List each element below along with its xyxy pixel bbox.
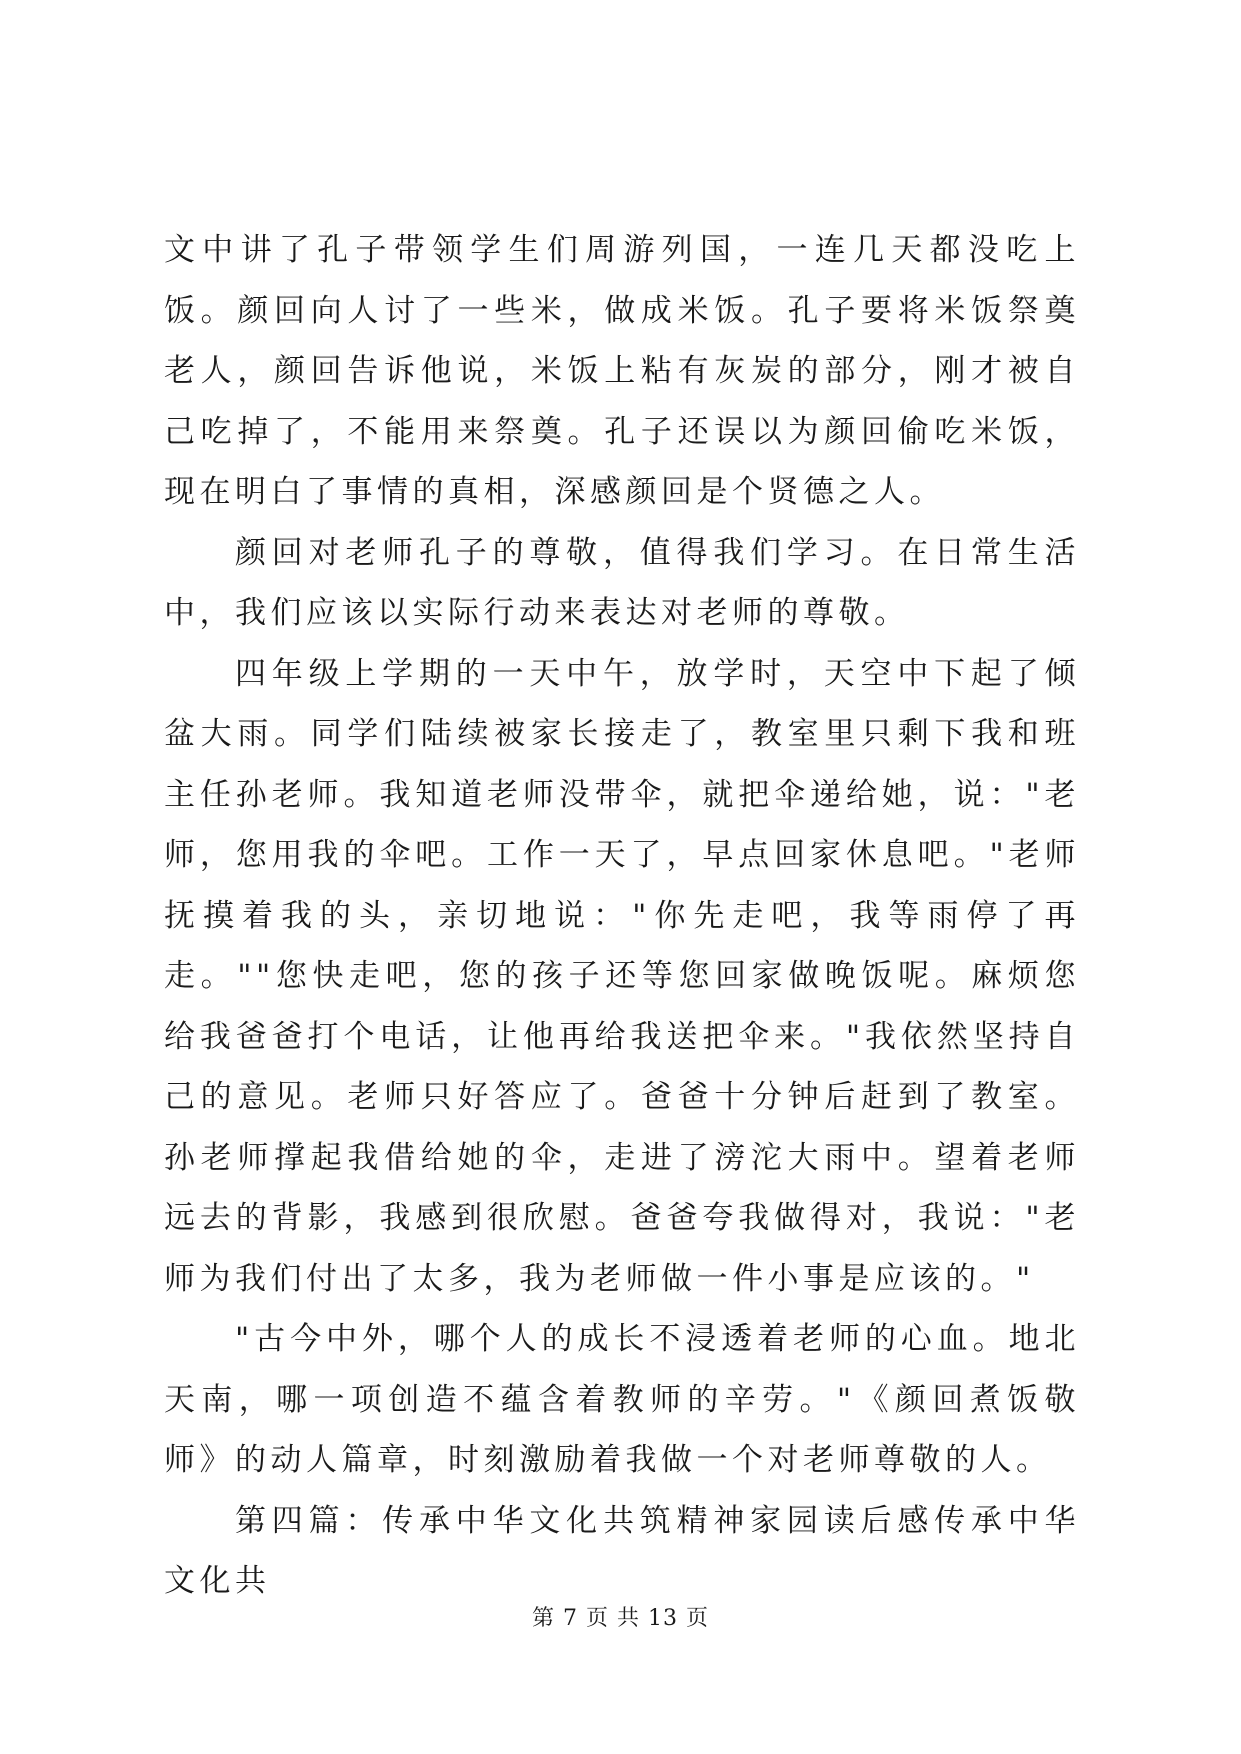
document-body [164, 220, 1080, 1612]
paragraph-4: "古今中外，哪个人的成长不浸透着老师的心血。地北天南，哪一项创造不蕴含着教师的辛劳。"《颜回煮饭敬师》的动人篇章，时刻激励着我做一个对老师尊敬的人。 [164, 1321, 1080, 1478]
paragraph-2: 颜回对老师孔子的尊敬，值得我们学习。在日常生活中，我们应该以实际行动来表达对老师的尊敬。 [164, 534, 1080, 631]
paragraph-5: 第四篇：传承中华文化共筑精神家园读后感传承中华文化共 [164, 1502, 1080, 1599]
paragraph-3: 四年级上学期的一天中午，放学时，天空中下起了倾盆大雨。同学们陆续被家长接走了，教室里只剩下我和班主任孙老师。我知道老师没带伞，就把伞递给她，说："老师，您用我的伞吧。工作一天了，早点回家休息吧。"老师抚摸着我的头，亲切地说："你先走吧，我等雨停了再走。""您快走吧，您的孩子还等您回家做晚饭呢。麻烦您给我爸爸打个电话，让他再给我送把伞来。"我依然坚持自己的意见。老师只好答应了。爸爸十分钟后赶到了教室。孙老师撑起我借给她的伞，走进了滂沱大雨中。望着老师远去的背影，我感到很欣慰。爸爸夸我做得对，我说："老师为我们付出了太多，我为老师做一件小事是应该的。" [164, 655, 1080, 1297]
page-number-footer: 第 7 页 共 13 页 [532, 1606, 709, 1631]
paragraph-1: 文中讲了孔子带领学生们周游列国，一连几天都没吃上饭。颜回向人讨了一些米，做成米饭。孔子要将米饭祭奠老人，颜回告诉他说，米饭上粘有灰炭的部分，刚才被自己吃掉了，不能用来祭奠。孔子还误以为颜回偷吃米饭，现在明白了事情的真相，深感颜回是个贤德之人。 [164, 232, 1080, 510]
